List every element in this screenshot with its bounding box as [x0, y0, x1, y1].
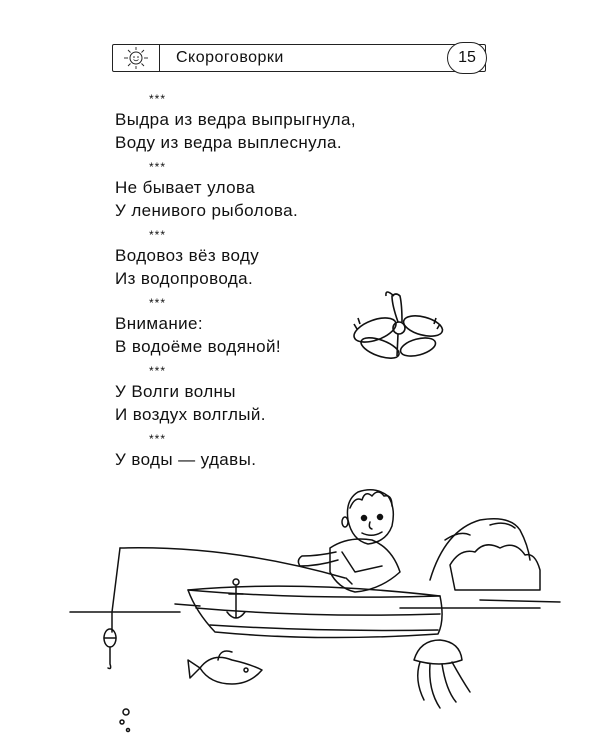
verse-line: Водовоз вёз воду — [115, 246, 260, 265]
verse-line: У ленивого рыболова. — [115, 201, 299, 220]
verse-line: У Волги волны — [115, 382, 236, 401]
verse-line: И воздух волглый. — [115, 405, 266, 424]
verse-line: Не бывает улова — [115, 178, 256, 197]
verse-separator: *** — [149, 296, 167, 310]
page-number: 15 — [447, 42, 487, 74]
verse-separator: *** — [149, 432, 167, 446]
verse-line: У воды — удавы. — [115, 450, 257, 469]
verse-line: В водоёме водяной! — [115, 337, 281, 356]
verse-line: Воду из ведра выплеснула. — [115, 133, 342, 152]
section-title: Скороговорки — [176, 49, 284, 66]
verse-separator: *** — [149, 228, 167, 242]
verse-separator: *** — [149, 92, 167, 106]
verse-line: Выдра из ведра выпрыгнула, — [115, 110, 356, 129]
verse-line: Внимание: — [115, 314, 204, 333]
verse-line: Из водопровода. — [115, 269, 254, 288]
verse-separator: *** — [149, 364, 167, 378]
verse-separator: *** — [149, 160, 167, 174]
